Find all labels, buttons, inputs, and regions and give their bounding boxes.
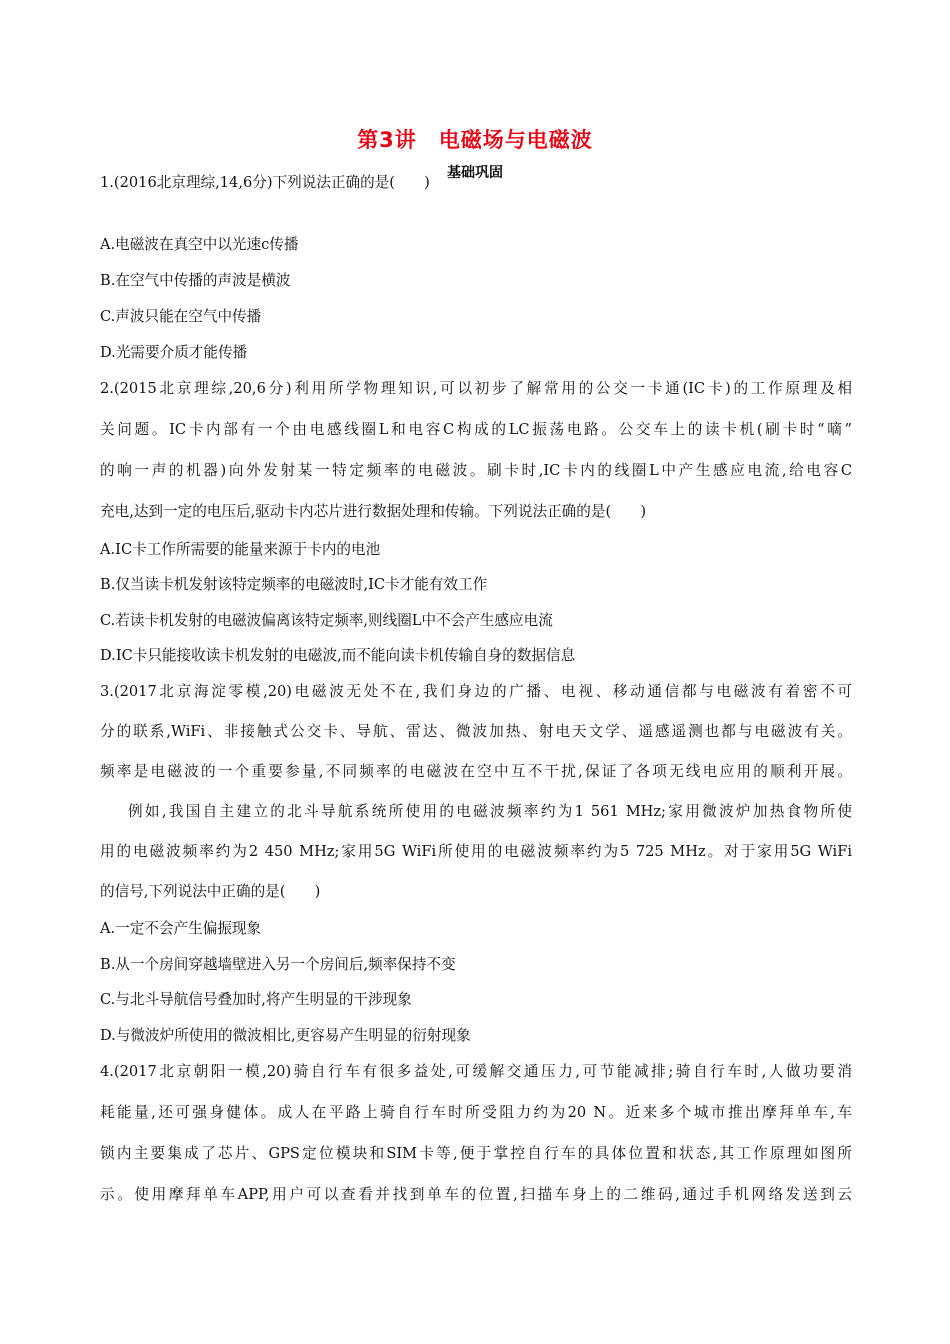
- q1-stem: 1.(2016北京理综,14,6分)下列说法正确的是( ): [100, 174, 430, 191]
- lecture-topic: 电磁场与电磁波: [438, 128, 593, 152]
- q2-stem-line-2: 关问题。IC卡内部有一个由电感线圈L和电容C构成的LC振荡电路。公交车上的读卡机(刷卡时“嘀”: [100, 421, 852, 438]
- q3-stem-line-6: 的信号,下列说法中正确的是( ): [100, 883, 321, 900]
- q1-option-a: A.电磁波在真空中以光速c传播: [100, 236, 299, 253]
- q3-option-a: A.一定不会产生偏振现象: [100, 920, 262, 937]
- q1-option-b: B.在空气中传播的声波是横波: [100, 272, 291, 289]
- q2-option-c: C.若读卡机发射的电磁波偏离该特定频率,则线圈L中不会产生感应电流: [100, 612, 553, 629]
- q1-option-d: D.光需要介质才能传播: [100, 344, 248, 361]
- q2-option-b: B.仅当读卡机发射该特定频率的电磁波时,IC卡才能有效工作: [100, 576, 488, 593]
- section-heading: 基础巩固: [447, 165, 503, 181]
- q3-stem-line-3: 频率是电磁波的一个重要参量,不同频率的电磁波在空中互不干扰,保证了各项无线电应用的顺利开展。: [100, 763, 852, 780]
- q2-option-a: A.IC卡工作所需要的能量来源于卡内的电池: [100, 541, 381, 558]
- q4-stem-line-1: 4.(2017北京朝阳一模,20)骑自行车有很多益处,可缓解交通压力,可节能减排;骑自行车时,人做功要消: [100, 1063, 852, 1080]
- lecture-title: [0, 124, 950, 154]
- q3-stem-line-4: 例如,我国自主建立的北斗导航系统所使用的电磁波频率约为1 561 MHz;家用微波炉加热食物所使: [128, 803, 852, 820]
- q3-stem-line-1: 3.(2017北京海淀零模,20)电磁波无处不在,我们身边的广播、电视、移动通信都与电磁波有着密不可: [100, 683, 852, 700]
- q2-stem-line-3: 的响一声的机器)向外发射某一特定频率的电磁波。刷卡时,IC卡内的线圈L中产生感应电流,给电容C: [100, 462, 852, 479]
- q2-option-d: D.IC卡只能接收读卡机发射的电磁波,而不能向读卡机传输自身的数据信息: [100, 647, 576, 664]
- q3-option-b: B.从一个房间穿越墙壁进入另一个房间后,频率保持不变: [100, 956, 456, 973]
- q3-stem-line-5: 用的电磁波频率约为2 450 MHz;家用5G WiFi所使用的电磁波频率约为5 725 MHz。对于家用5G WiFi: [100, 843, 852, 860]
- q2-stem-line-1: 2.(2015北京理综,20,6分)利用所学物理知识,可以初步了解常用的公交一卡通(IC卡)的工作原理及相: [100, 380, 852, 397]
- lecture-number: 第3讲: [357, 128, 417, 152]
- q3-option-d: D.与微波炉所使用的微波相比,更容易产生明显的衍射现象: [100, 1027, 471, 1044]
- q4-stem-line-4: 示。使用摩拜单车APP,用户可以查看并找到单车的位置,扫描车身上的二维码,通过手机网络发送到云: [100, 1186, 852, 1203]
- q3-stem-line-2: 分的联系,WiFi、非接触式公交卡、导航、雷达、微波加热、射电天文学、遥感遥测也都与电磁波有关。: [100, 723, 852, 740]
- q2-stem-line-4: 充电,达到一定的电压后,驱动卡内芯片进行数据处理和传输。下列说法正确的是( ): [100, 503, 647, 520]
- q3-option-c: C.与北斗导航信号叠加时,将产生明显的干涉现象: [100, 991, 412, 1008]
- q4-stem-line-3: 锁内主要集成了芯片、GPS定位模块和SIM卡等,便于掌控自行车的具体位置和状态,其工作原理如图所: [100, 1145, 852, 1162]
- q1-option-c: C.声波只能在空气中传播: [100, 308, 262, 325]
- q4-stem-line-2: 耗能量,还可强身健体。成人在平路上骑自行车时所受阻力约为20 N。近来多个城市推出摩拜单车,车: [100, 1104, 852, 1121]
